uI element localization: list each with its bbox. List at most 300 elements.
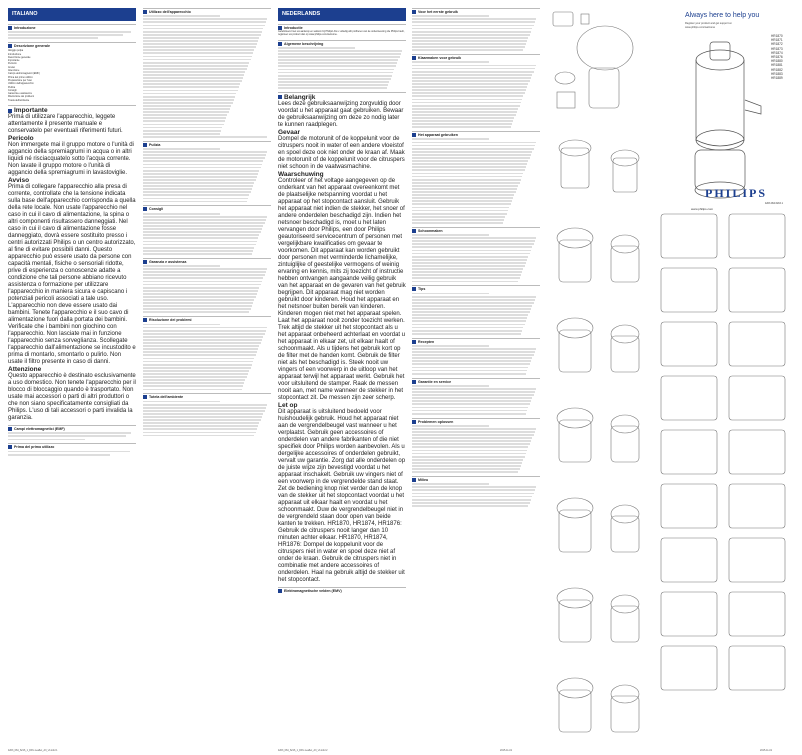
- caution-text: Questo apparecchio è destinato esclusivamente a uso domestico. Non tenete l'apparecchio per il blocco di bloccaggio quando è trasportato. Non usate mai accessori o parti di altri produttori o che non siano specificatamente consigliati da Philips. L'uso di tali accessori o parti invalida la garanzia.: [8, 373, 136, 422]
- text-line: [143, 185, 253, 187]
- text-line: [143, 231, 261, 233]
- text-line: [412, 293, 489, 295]
- text-line: [143, 373, 248, 375]
- text-line: [412, 493, 534, 495]
- model-number: HR1870: [771, 34, 783, 38]
- text-line: [143, 120, 225, 122]
- text-line: [412, 34, 530, 36]
- juicer-assembly-illustration: [545, 8, 653, 748]
- text-line: [412, 410, 527, 412]
- text-line: [143, 432, 256, 434]
- text-line: [143, 154, 266, 156]
- text-line: [143, 385, 243, 387]
- warning-text: Prima di collegare l'apparecchio alla presa di corrente, controllate che la tensione indicata sulla base dell'apparecchio corrisponda a quella della rete locale. Non usate l'apparecchio nel caso in cui il cavo di alimentazione, la spina o altri componenti risultassero danneggiati. Nel caso in cui il cavo di alimentazione fosse danneggiato, dovrà essere sostituito presso i centri autorizzati Philips o un centro autorizzato, al fine di evitare possibili danni. Questo apparecchio può essere usato da persone con capacità mentali, fisiche o sensoriali ridotte, prive di esperienza o conoscenze adatte a condizione che tali persone abbiano ricevuto assistenza o formazione per utilizzare l'apparecchio in maniera sicura e capiscano i potenziali pericoli associati a tale uso. L'apparecchio non deve essere usato dai bambini. Tenete l'apparecchio e il suo cavo di alimentazione fuori dalla portata dei bambini. Verificate che i bambini non giochino con l'apparecchio. Non lasciate mai in funzione l'apparecchio senza sorveglianza. Scollegate l'apparecchio dall'alimentazione se incustodito e prima di montarlo, smontarlo o pulirlo. Non usate il filtro presente in caso di danni.: [8, 184, 136, 366]
- section-heading-prep-nl: Klaarmaken voor gebruik: [418, 56, 462, 61]
- important-text: Prima di utilizzare l'apparecchio, leggete attentamente il presente manuale e conservatelo per eventuali riferimenti futuri.: [8, 114, 123, 135]
- text-line: [412, 188, 517, 190]
- section-marker-icon: [412, 420, 416, 424]
- text-line: [143, 389, 242, 391]
- section-marker-icon: [278, 95, 282, 99]
- text-line: [143, 108, 230, 110]
- text-line: [143, 164, 262, 166]
- section-heading-tips-nl: Tips: [418, 287, 426, 292]
- text-line: [412, 157, 530, 159]
- text-line: [412, 80, 530, 82]
- text-line: [143, 419, 261, 421]
- text-line: [412, 173, 523, 175]
- text-line: [143, 299, 254, 301]
- text-line: [143, 173, 258, 175]
- text-line: [278, 53, 401, 55]
- text-line: [143, 31, 262, 33]
- toc-item: Pulizia: [8, 85, 16, 89]
- text-line: [412, 219, 504, 221]
- text-line: [143, 71, 245, 73]
- section-heading-guarantee-nl: Garantie en service: [418, 379, 452, 384]
- text-line: [412, 256, 528, 258]
- text-line: [143, 293, 257, 295]
- text-line: [412, 459, 523, 461]
- danger-text: Non immergete mai il gruppo motore o l'unità di aggancio della spremiagrumi in acqua o in altri liquidi né risciacquatelo sotto l'acqua corrente. Non lavate il gruppo motore o l'unità di aggancio della spremiagrumi in lavastoviglie.: [8, 142, 134, 177]
- text-line: [412, 483, 489, 485]
- section-marker-icon: [143, 10, 147, 14]
- text-line: [143, 253, 252, 255]
- italian-column: [8, 8, 136, 750]
- text-line: [412, 440, 531, 442]
- text-line: [143, 86, 239, 88]
- footer-url: www.philips.com: [691, 207, 714, 211]
- text-line: [143, 80, 242, 82]
- text-line: [143, 77, 243, 79]
- text-line: [143, 277, 263, 279]
- warning-heading-nl: Waarschuwing: [278, 170, 324, 178]
- text-line: [143, 28, 263, 30]
- section-heading-first-use-nl: Voor het eerste gebruik: [418, 10, 458, 14]
- text-line: [412, 434, 534, 436]
- cover-column: [655, 8, 795, 748]
- text-line: [143, 18, 267, 20]
- text-line: [143, 358, 254, 360]
- language-tab-italiano: ITALIANO: [8, 8, 136, 21]
- text-line: [278, 84, 388, 86]
- text-line: [143, 179, 256, 181]
- text-line: [412, 114, 516, 116]
- text-line: [143, 62, 249, 64]
- text-line: [412, 471, 518, 473]
- text-line: [143, 99, 234, 101]
- text-line: [412, 345, 489, 347]
- section-marker-icon: [278, 589, 282, 593]
- text-line: [412, 99, 522, 101]
- section-heading-cleaning-nl: Schoonmaken: [418, 228, 443, 233]
- text-line: [412, 431, 535, 433]
- text-line: [143, 247, 254, 249]
- text-line: [412, 296, 536, 298]
- model-number: HR1889: [771, 76, 783, 81]
- text-line: [412, 397, 532, 399]
- text-line: [278, 65, 396, 67]
- text-line: [412, 200, 512, 202]
- text-line: [143, 241, 257, 243]
- section-marker-icon: [412, 340, 416, 344]
- text-line: [278, 62, 397, 64]
- text-line: [143, 302, 253, 304]
- text-line: [412, 71, 534, 73]
- text-line: [412, 327, 523, 329]
- text-line: [412, 403, 530, 405]
- text-line: [412, 391, 535, 393]
- section-heading-first-use: Prima del primo utilizzo: [14, 445, 55, 450]
- text-line: [412, 357, 532, 359]
- text-line: [412, 305, 532, 307]
- text-line: [143, 34, 261, 36]
- text-line: [412, 333, 521, 335]
- text-line: [143, 382, 244, 384]
- text-line: [412, 216, 505, 218]
- section-marker-icon: [278, 42, 282, 46]
- warning-text-nl: Controleer of het voltage aangegeven op de onderkant van het apparaat overeenkomt met de plaatselijke netspanning voordat u het apparaat op het stopcontact aansluit. Gebruik het apparaat niet indien de stekker, het snoer of andere onderdelen beschadigd zijn. Indien het netsnoer beschadigd is, moet u het laten vervangen door Philips, een door Philips geautoriseerd servicecentrum of personen met vergelijkbare kwalificaties om gevaar te voorkomen. Dit apparaat kan worden gebruikt door personen met verminderde lichamelijke, zintuiglijke of geestelijke vermogens of weinig ervaring en kennis, mits zij toezicht of instructie hebben ontvangen aangaande veilig gebruik van het apparaat en de gevaren van het gebruik begrijpen. Dit apparaat mag niet worden gebruikt door kinderen. Houd het apparaat en het netsnoer buiten bereik van kinderen. Kinderen mogen niet met het apparaat spelen. Laat het apparaat nooit zonder toezicht werken. Trek altijd de stekker uit het stopcontact als u het apparaat onbeheerd achterlaat en voordat u het apparaat in elkaar zet, uit elkaar haalt of schoonmaakt. Als u tijdens het gebruik kort op de filter met de handen komt. Gebruik de filter niet als het beschadigd is. Steek nooit uw vingers of een voorwerp in de uitloop van het apparaat terwijl het apparaat werkt. Gebruik het voor uitsluitend de stamper. Raak de messen nooit aan, met name wanneer de stekker in het stopcontact zit. De messen zijn zeer scherp.: [278, 177, 406, 401]
- text-line: [412, 265, 525, 267]
- text-line: [143, 136, 267, 138]
- text-line: [412, 105, 520, 107]
- text-line: [143, 25, 265, 27]
- section-heading-intro: Introduzione: [14, 26, 36, 30]
- text-line: [143, 410, 265, 412]
- text-line: [412, 83, 528, 85]
- footer-left-file: 4203_064_6216_1_DFU-Leaflet_A3_v3.indd 1: [8, 749, 58, 752]
- text-line: [278, 75, 392, 77]
- section-heading-trouble: Risoluzione dei problemi: [149, 318, 192, 323]
- section-marker-icon: [8, 445, 12, 449]
- italian-column-2: [143, 8, 271, 750]
- model-number: HR1876: [771, 55, 783, 60]
- text-line: [412, 154, 531, 156]
- text-line: [412, 299, 535, 301]
- text-line: [143, 90, 238, 92]
- text-line: [412, 370, 527, 372]
- text-line: [412, 330, 522, 332]
- text-line: [143, 228, 262, 230]
- text-line: [412, 61, 489, 63]
- section-heading-emf-nl: Elektromagnetische velden (EMV): [284, 588, 342, 593]
- text-line: [412, 367, 528, 369]
- text-line: [278, 69, 394, 71]
- text-line: [143, 311, 249, 313]
- text-line: [143, 333, 265, 335]
- text-line: [143, 117, 226, 119]
- text-line: [143, 213, 220, 215]
- footer-doc-code: 4203.064.6216.1: [765, 202, 783, 205]
- text-line: [412, 400, 531, 402]
- text-line: [412, 163, 527, 165]
- text-line: [412, 450, 527, 452]
- text-line: [412, 360, 531, 362]
- model-number: HR1872: [771, 42, 783, 47]
- toc-item: Attenzione: [8, 69, 20, 73]
- text-line: [412, 486, 536, 488]
- text-line: [278, 81, 389, 83]
- text-line: [143, 250, 253, 252]
- text-line: [412, 234, 489, 236]
- text-line: [143, 68, 247, 70]
- text-line: [412, 253, 530, 255]
- section-marker-icon: [412, 287, 416, 291]
- section-marker-icon: [412, 380, 416, 384]
- text-line: [412, 142, 536, 144]
- text-line: [278, 56, 400, 58]
- text-line: [412, 465, 521, 467]
- text-line: [412, 43, 526, 45]
- text-line: [412, 243, 534, 245]
- toc-item: Prima del primo utilizzo: [8, 75, 33, 79]
- section-heading-cleaning: Pulizia: [149, 142, 161, 147]
- model-number: HR1880: [771, 59, 783, 64]
- model-number: HR1882: [771, 67, 783, 72]
- text-line: [412, 25, 534, 27]
- text-line: [143, 40, 258, 42]
- important-text-nl: Lees deze gebruiksaanwijzing zorgvuldig door voordat u het apparaat gaat gebruiken. Bewaar de gebruiksaanwijzing om deze zo nodig later te kunnen raadplegen.: [278, 100, 404, 128]
- text-line: [143, 176, 257, 178]
- caution-heading: Attenzione: [8, 366, 42, 374]
- text-line: [143, 308, 251, 310]
- tagline: Always here to help you: [685, 12, 760, 19]
- text-line: [143, 296, 256, 298]
- text-line: [143, 170, 259, 172]
- text-line: [412, 160, 528, 162]
- section-heading-recipes-nl: Recepten: [418, 339, 435, 344]
- text-line: [412, 354, 534, 356]
- section-heading-important: Importante: [14, 107, 48, 115]
- text-line: [412, 489, 535, 491]
- text-line: [143, 111, 229, 113]
- text-line: [143, 46, 256, 48]
- text-line: [412, 197, 513, 199]
- text-line: [412, 446, 528, 448]
- toc-item: Consigli: [8, 88, 17, 92]
- text-line: [412, 237, 536, 239]
- section-heading-intro-nl: Introductie: [284, 26, 303, 30]
- text-line: [143, 274, 265, 276]
- text-line: [143, 413, 263, 415]
- text-line: [143, 244, 256, 246]
- text-line: [412, 213, 507, 215]
- section-heading-environment: Tutela dell'ambiente: [149, 395, 184, 400]
- text-line: [143, 56, 252, 58]
- text-line: [143, 59, 251, 61]
- toc-item: Tutela dell'ambiente: [8, 98, 30, 102]
- footer-middle-date: 2015-11-01: [500, 749, 513, 752]
- model-number: HR1881: [771, 63, 783, 68]
- text-line: [412, 222, 503, 224]
- footer-middle-file: 4203_064_6216_1_DFU-Leaflet_A3_v3.indd 2: [278, 749, 328, 752]
- text-line: [143, 148, 220, 150]
- text-line: [278, 50, 402, 52]
- text-line: [278, 78, 391, 80]
- text-line: [143, 225, 263, 227]
- text-line: [143, 49, 254, 51]
- text-line: [412, 169, 525, 171]
- text-line: [412, 268, 523, 270]
- text-line: [412, 68, 535, 70]
- text-line: [143, 198, 248, 200]
- text-line: [143, 201, 247, 203]
- text-line: [412, 18, 536, 20]
- text-line: [143, 157, 265, 159]
- danger-text-nl: Dompel de motorunit of de koppelunit voor de citruspers nooit in water of een andere vloeistof en spoel deze ook niet onder de kraan af. Maak de motorunit of de koppelunit voor de citruspers niet schoon in de vaatwasmachine.: [278, 135, 405, 170]
- toc-item: Pericolo: [8, 62, 17, 66]
- text-line: [278, 47, 355, 49]
- text-line: [412, 148, 534, 150]
- text-line: [278, 87, 387, 89]
- text-line: [412, 394, 534, 396]
- language-tab-nederlands: NEDERLANDS: [278, 8, 406, 21]
- text-line: [143, 422, 259, 424]
- text-line: [412, 37, 528, 39]
- text-line: [412, 86, 527, 88]
- subline: Register your product and get support at: [685, 22, 732, 25]
- toc-item: Campi elettromagnetici (EMF): [8, 72, 40, 76]
- model-number: HR1871: [771, 38, 783, 43]
- text-line: [412, 505, 528, 507]
- text-line: [143, 43, 257, 45]
- toc-item: Garanzia e assistenza: [8, 92, 32, 96]
- section-heading-use-nl: Het apparaat gebruiken: [418, 133, 458, 138]
- text-line: [412, 277, 520, 279]
- text-line: [143, 284, 261, 286]
- text-line: [412, 311, 530, 313]
- text-line: [412, 425, 489, 427]
- text-line: [412, 31, 531, 33]
- text-line: [143, 96, 235, 98]
- text-line: [143, 105, 231, 107]
- text-line: [143, 342, 261, 344]
- text-line: [143, 364, 252, 366]
- text-line: [278, 72, 393, 74]
- section-marker-icon: [412, 133, 416, 137]
- toc-item: Descrizione generale: [8, 55, 31, 59]
- text-line: [412, 117, 514, 119]
- text-line: [143, 404, 267, 406]
- text-line: [412, 145, 535, 147]
- danger-heading-nl: Gevaar: [278, 128, 301, 136]
- section-marker-icon: [8, 44, 12, 48]
- text-line: [143, 160, 263, 162]
- text-line: [412, 250, 531, 252]
- text-line: [143, 336, 263, 338]
- text-line: [143, 379, 245, 381]
- section-marker-icon: [412, 229, 416, 233]
- text-line: [412, 203, 511, 205]
- text-line: [412, 120, 513, 122]
- text-line: [412, 111, 517, 113]
- text-line: [143, 188, 252, 190]
- text-line: [412, 320, 526, 322]
- text-line: [412, 95, 523, 97]
- illustration-column: [545, 8, 653, 748]
- section-heading-emf: Campi elettromagnetici (EMF): [14, 427, 65, 432]
- text-line: [143, 354, 256, 356]
- text-line: [143, 407, 266, 409]
- text-line: [143, 124, 224, 126]
- text-line: [412, 259, 527, 261]
- text-line: [412, 185, 518, 187]
- text-line: [143, 376, 247, 378]
- text-line: [412, 351, 535, 353]
- toc-item: Utilizzo dell'apparecchio: [8, 82, 34, 86]
- text-line: [143, 428, 257, 430]
- text-line: [412, 308, 531, 310]
- text-line: [412, 40, 527, 42]
- text-line: [143, 102, 233, 104]
- section-marker-icon: [143, 207, 147, 211]
- juicer-product-illustration: [665, 40, 775, 210]
- register-url: www.philips.com/welcome: [685, 26, 716, 29]
- text-line: [412, 15, 489, 17]
- text-line: [412, 108, 518, 110]
- text-line: [143, 74, 244, 76]
- section-heading-important-nl: Belangrijk: [284, 93, 316, 101]
- text-line: [143, 330, 266, 332]
- section-marker-icon: [143, 260, 147, 264]
- text-line: [412, 89, 526, 91]
- dutch-column-2: [412, 8, 540, 750]
- text-line: [412, 348, 536, 350]
- text-line: [412, 302, 534, 304]
- text-line: [143, 222, 265, 224]
- text-line: [412, 314, 528, 316]
- text-line: [412, 74, 532, 76]
- text-line: [143, 191, 251, 193]
- section-marker-icon: [8, 109, 12, 113]
- text-line: [412, 456, 525, 458]
- text-line: [412, 207, 509, 209]
- section-heading-trouble-nl: Problemen oplossen: [418, 419, 454, 424]
- text-line: [412, 246, 532, 248]
- text-line: [143, 52, 253, 54]
- text-line: [143, 127, 222, 129]
- text-line: [143, 287, 259, 289]
- section-marker-icon: [143, 318, 147, 322]
- text-line: [143, 15, 220, 17]
- text-line: [412, 123, 512, 125]
- toc-list: [8, 49, 136, 102]
- text-line: [412, 443, 530, 445]
- text-line: [412, 28, 532, 30]
- text-line: [412, 46, 525, 48]
- toc-item: Risoluzione dei problemi: [8, 95, 35, 99]
- text-line: [412, 271, 522, 273]
- text-line: [412, 138, 489, 140]
- section-heading-warranty: Garanzia e assistenza: [149, 259, 187, 264]
- philips-logo: PHILIPS: [705, 186, 768, 200]
- text-line: [143, 167, 261, 169]
- text-line: [143, 83, 240, 85]
- text-line: [412, 496, 532, 498]
- text-line: [412, 462, 522, 464]
- section-heading-environment-nl: Milieu: [418, 478, 429, 482]
- text-line: [143, 93, 236, 95]
- text-line: [143, 281, 262, 283]
- text-line: [412, 385, 489, 387]
- text-line: [412, 388, 536, 390]
- text-line: [278, 59, 398, 61]
- text-line: [412, 151, 532, 153]
- text-line: [143, 130, 221, 132]
- text-line: [143, 114, 227, 116]
- text-line: [412, 262, 526, 264]
- section-marker-icon: [8, 26, 12, 30]
- text-line: [143, 348, 258, 350]
